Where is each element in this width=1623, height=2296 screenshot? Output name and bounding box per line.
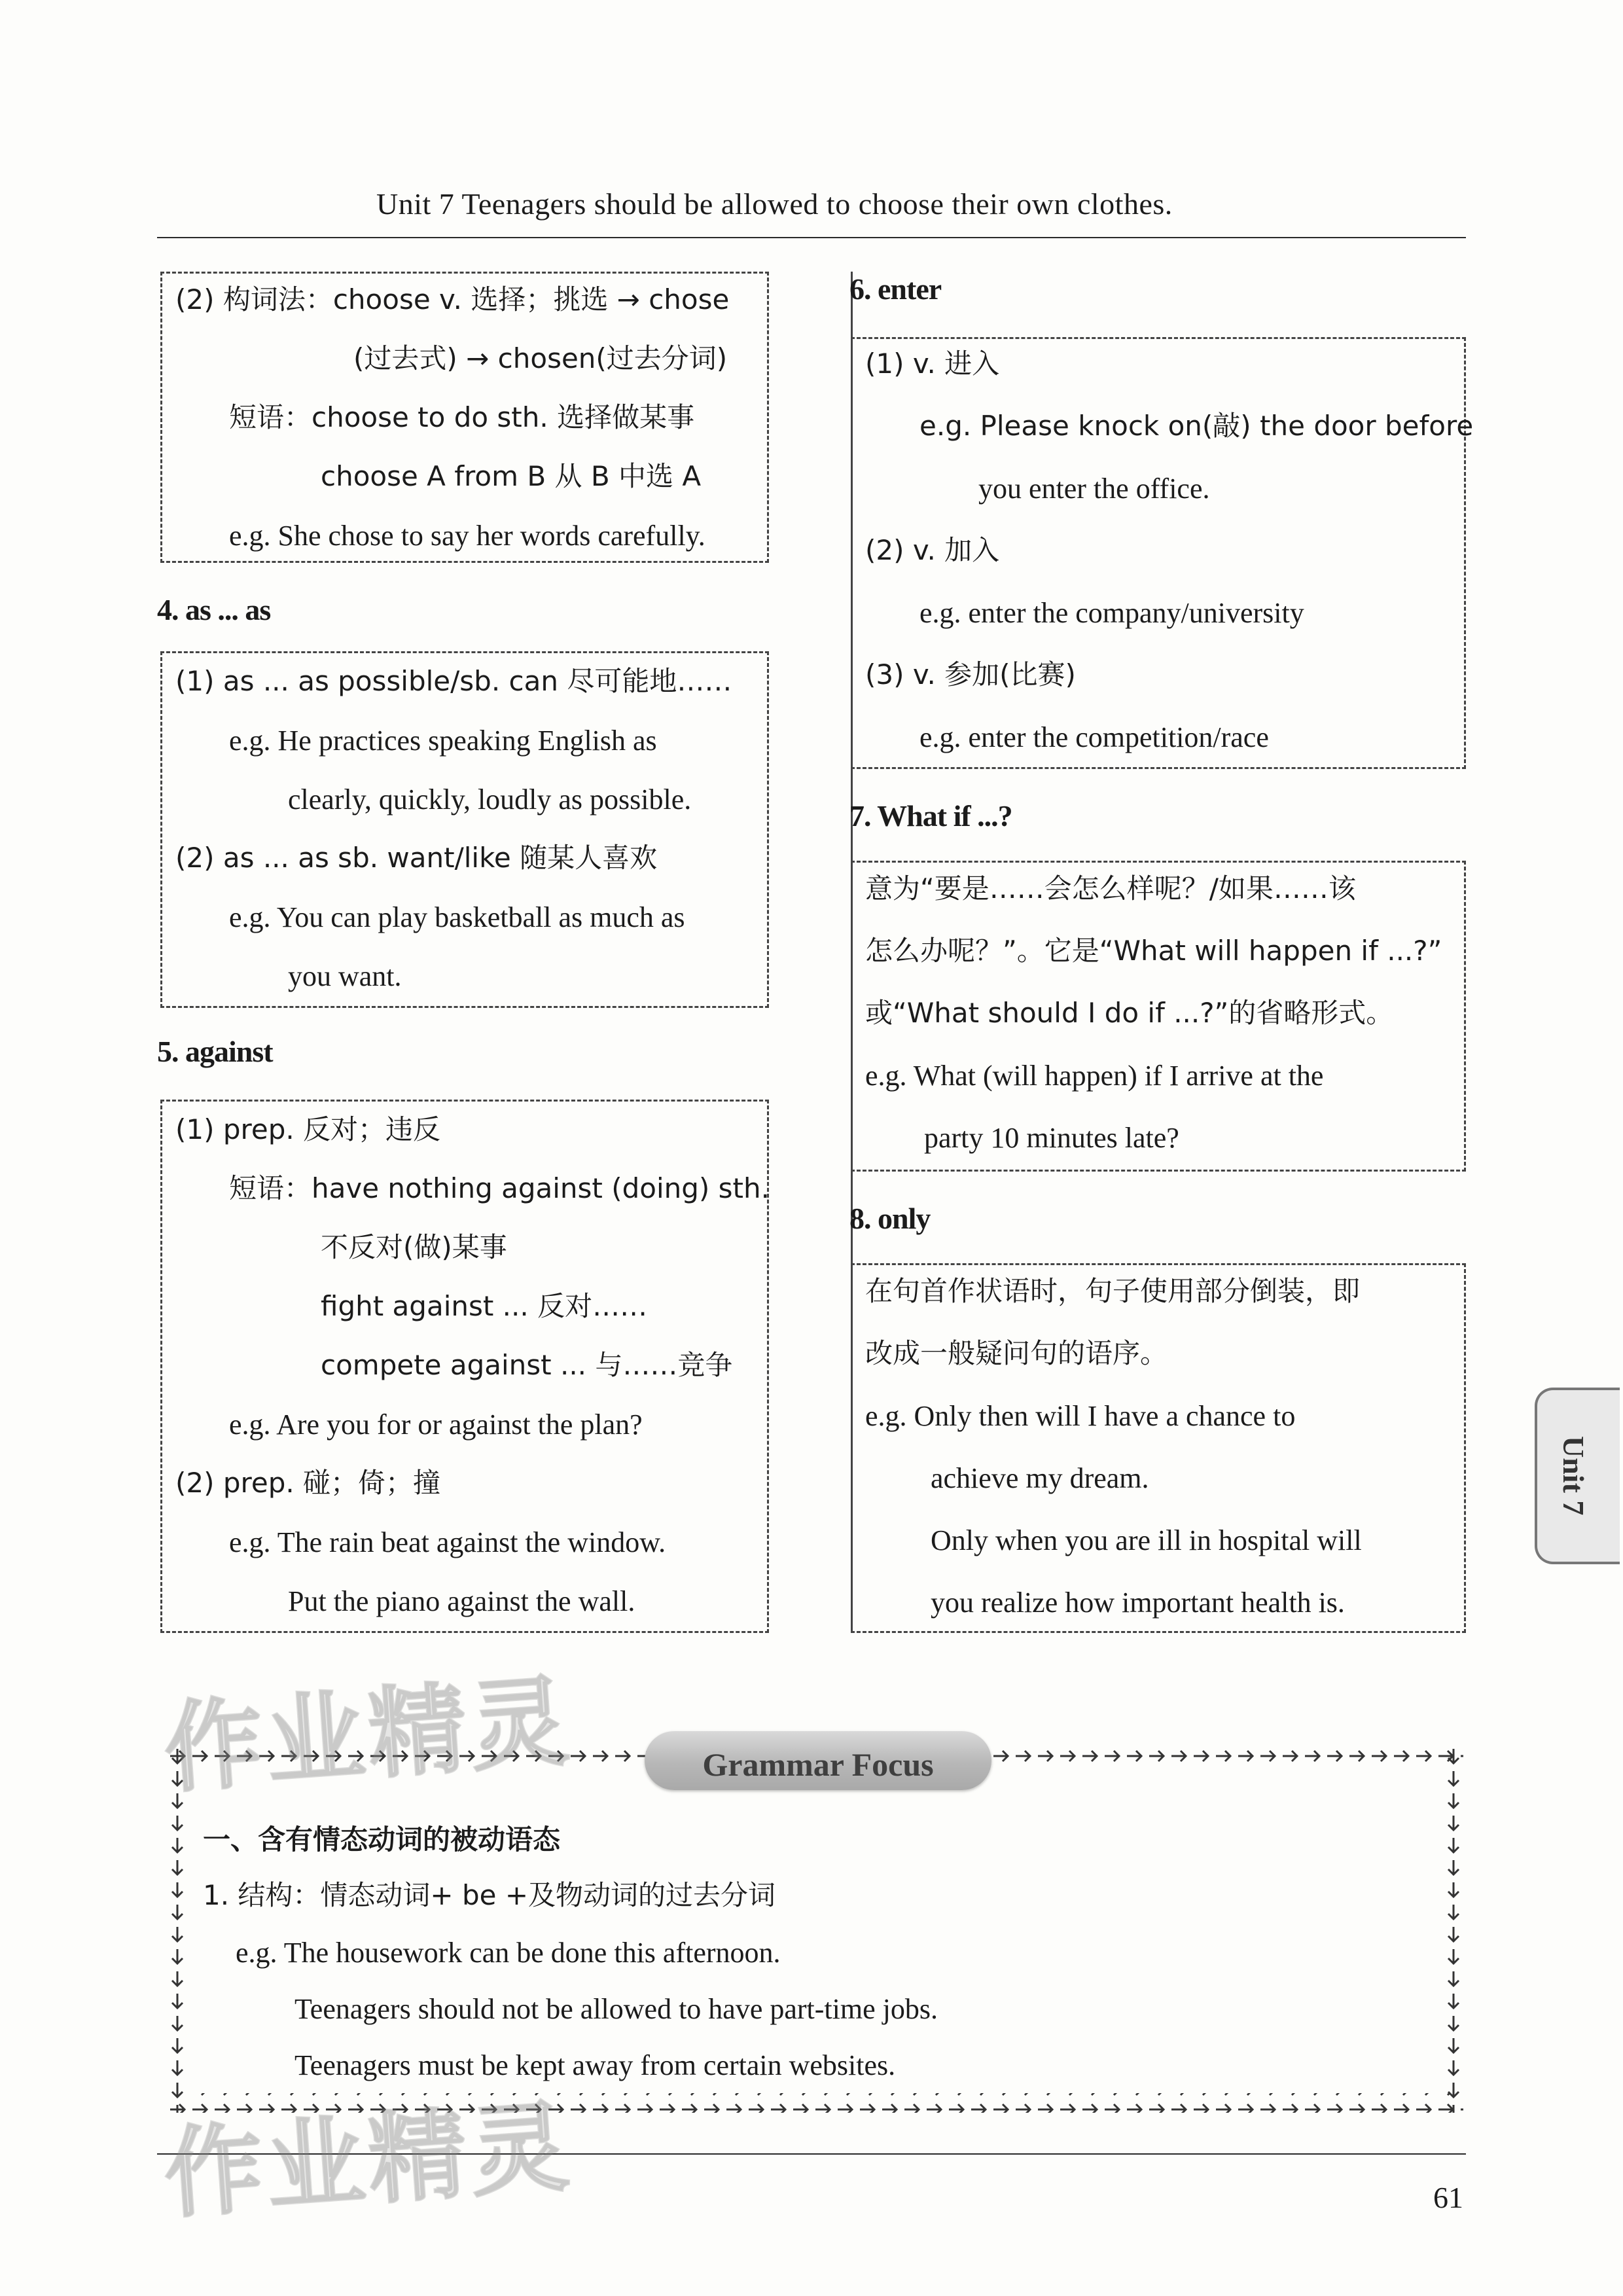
watermark-bottom: 作业精灵 [160, 2090, 577, 2233]
against-line-7: (2) prep. 碰；倚；撞 [175, 1467, 441, 1499]
what-if-line-4: e.g. What (will happen) if I arrive at the [865, 1060, 1324, 1092]
only-line-5: Only when you are ill in hospital will [931, 1524, 1362, 1556]
page-number: 61 [1433, 2181, 1463, 2214]
heading-enter: 6. enter [849, 272, 942, 306]
grammar-example-2: Teenagers should not be allowed to have part-time jobs. [294, 1993, 938, 2025]
as-as-line-4: (2) as ... as sb. want/like 随某人喜欢 [175, 842, 658, 874]
heading-against: 5. against [157, 1035, 273, 1068]
enter-line-7: e.g. enter the competition/race [919, 721, 1269, 753]
as-as-line-1: (1) as ... as possible/sb. can 尽可能地…… [175, 665, 732, 697]
choose-line-3: 短语：choose to do sth. 选择做某事 [229, 401, 695, 433]
against-line-6: e.g. Are you for or against the plan? [229, 1408, 643, 1441]
watermark-top: 作业精灵 [160, 1664, 577, 1807]
enter-line-2: e.g. Please knock on(敲) the door before [919, 410, 1474, 442]
only-line-1: 在句首作状语时，句子使用部分倒装，即 [865, 1275, 1361, 1307]
against-line-9: Put the piano against the wall. [288, 1585, 635, 1617]
enter-line-5: e.g. enter the company/university [919, 597, 1304, 629]
enter-line-4: (2) v. 加入 [865, 534, 1000, 566]
grammar-example-3: Teenagers must be kept away from certain websites. [294, 2049, 896, 2081]
choose-line-5: e.g. She chose to say her words carefully. [229, 520, 705, 552]
unit-side-tab-label: Unit 7 [1557, 1436, 1590, 1516]
header-rule [157, 237, 1466, 238]
as-as-line-2: e.g. He practices speaking English as [229, 725, 657, 757]
heading-as-as: 4. as ... as [157, 593, 271, 626]
against-line-2: 短语：have nothing against (doing) sth. [229, 1172, 770, 1204]
grammar-focus-banner [645, 1731, 991, 1790]
grammar-example-1: e.g. The housework can be done this afternoon. [236, 1937, 781, 1969]
what-if-line-5: party 10 minutes late? [924, 1122, 1179, 1154]
against-line-4: fight against ... 反对…… [321, 1290, 648, 1322]
only-line-3: e.g. Only then will I have a chance to [865, 1400, 1296, 1432]
enter-line-1: (1) v. 进入 [865, 348, 1000, 380]
heading-only: 8. only [849, 1202, 931, 1235]
enter-line-6: (3) v. 参加(比赛) [865, 658, 1076, 691]
only-box [851, 1263, 1466, 1633]
heading-what-if: 7. What if ...? [849, 799, 1012, 833]
only-line-6: you realize how important health is. [931, 1587, 1345, 1619]
grammar-heading: 一、含有情态动词的被动语态 [203, 1823, 561, 1856]
as-as-line-5: e.g. You can play basketball as much as [229, 901, 685, 933]
unit-side-tab [1535, 1388, 1620, 1564]
choose-line-1: (2) 构词法：choose v. 选择；挑选 → chose [175, 283, 730, 315]
only-line-2: 改成一般疑问句的语序。 [865, 1337, 1168, 1369]
against-line-8: e.g. The rain beat against the window. [229, 1526, 666, 1558]
enter-line-3: you enter the office. [978, 473, 1210, 505]
only-line-4: achieve my dream. [931, 1462, 1149, 1494]
what-if-line-3: 或“What should I do if ...?”的省略形式。 [865, 997, 1394, 1029]
page-header-title: Unit 7 Teenagers should be allowed to choose their own clothes. [376, 187, 1173, 221]
grammar-line-structure: 1. 结构：情态动词+ be +及物动词的过去分词 [203, 1879, 776, 1911]
what-if-line-1: 意为“要是……会怎么样呢？/如果……该 [865, 872, 1356, 905]
against-line-3: 不反对(做)某事 [321, 1231, 507, 1263]
against-line-5: compete against ... 与……竞争 [321, 1349, 733, 1381]
what-if-line-2: 怎么办呢？”。它是“What will happen if ...?” [865, 935, 1442, 967]
as-as-line-3: clearly, quickly, loudly as possible. [288, 783, 692, 816]
choose-line-4: choose A from B 从 B 中选 A [321, 460, 702, 492]
choose-line-2: (过去式) → chosen(过去分词) [353, 342, 728, 374]
grammar-focus-title: Grammar Focus [702, 1746, 934, 1783]
as-as-box [160, 651, 769, 1008]
against-line-1: (1) prep. 反对；违反 [175, 1113, 441, 1145]
as-as-line-6: you want. [288, 960, 402, 992]
